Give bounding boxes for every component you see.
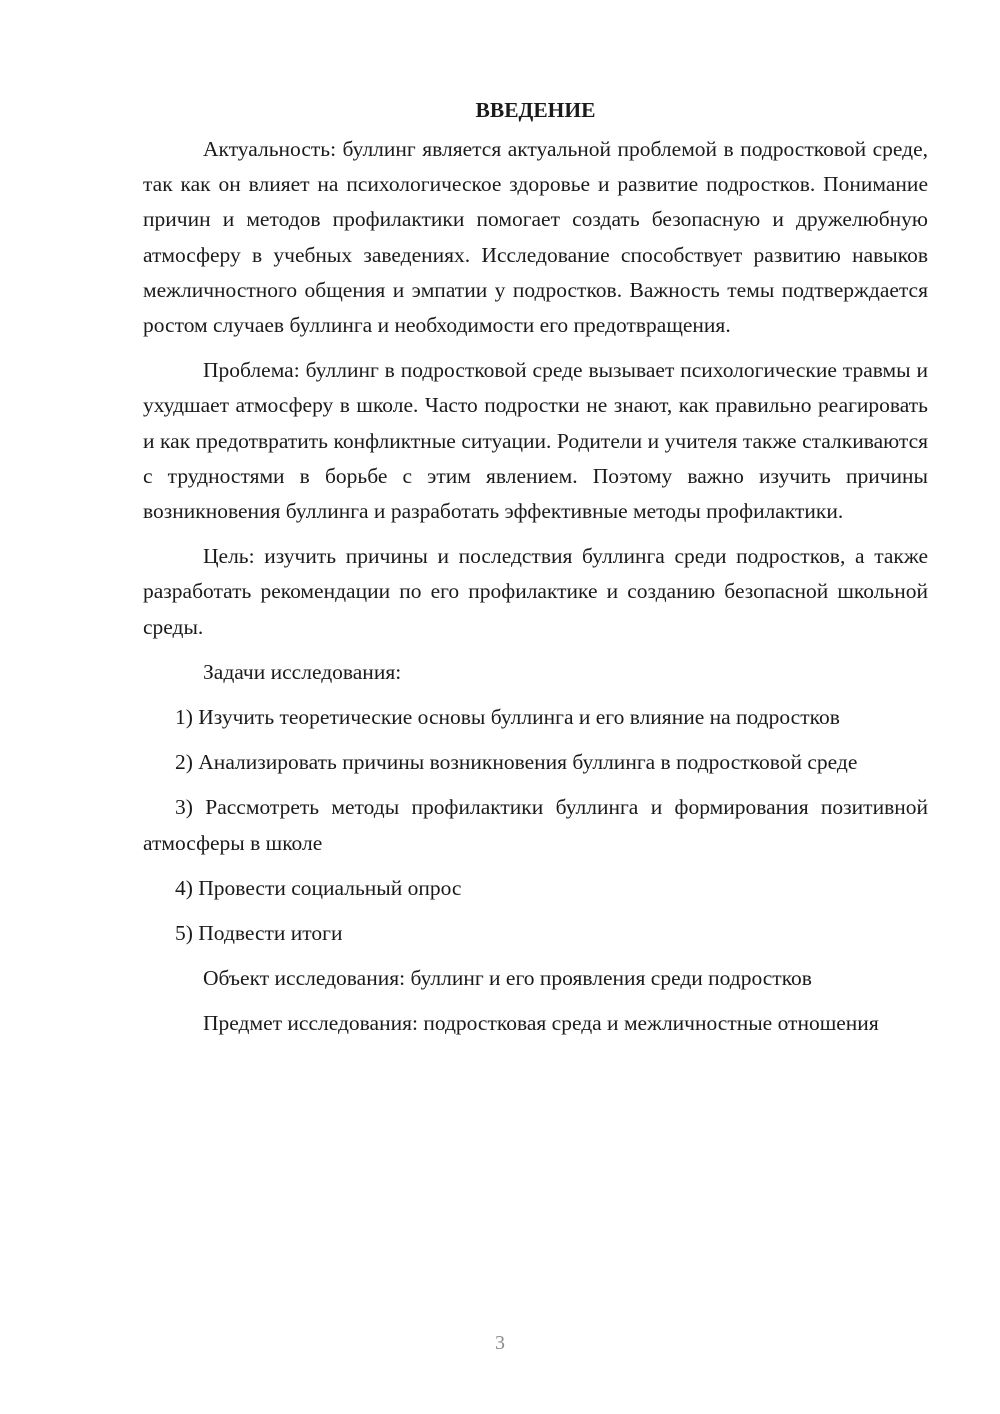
section-title: ВВЕДЕНИЕ [475, 98, 596, 122]
object-paragraph: Объект исследования: буллинг и его проявления среди подростков [203, 966, 812, 991]
tasks-heading: Задачи исследования: [203, 659, 402, 684]
relevance-paragraph: Актуальность: буллинг является актуальной проблемой в подростковой среде, так как он влияет на психологическое здоровье и развитие подростков. Понимание причин и методов профилактики помогает создать безопасную и дружелюбную атмосферу в учебных заведениях. Исследование способствует развитию навыков межличностного общения и эмпатии у подростков. Важность темы подтверждается ростом случаев буллинга и необходимости его предотвращения. [143, 137, 928, 338]
subject-paragraph: Предмет исследования: подростковая среда и межличностные отношения [203, 1011, 879, 1036]
task-item-5: 5) Подвести итоги [175, 921, 343, 946]
task-item-2: 2) Анализировать причины возникновения буллинга в подростковой среде [175, 750, 858, 775]
page-number: 3 [495, 1332, 505, 1354]
document-page [143, 92, 928, 1052]
task-item-3: 3) Рассмотреть методы профилактики буллинга и формирования позитивной атмосферы в школе [143, 795, 928, 855]
problem-paragraph: Проблема: буллинг в подростковой среде вызывает психологические травмы и ухудшает атмосферу в школе. Часто подростки не знают, как правильно реагировать и как предотвратить конфликтные ситуации. Родители и учителя также сталкиваются с трудностями в борьбе с этим явлением. Поэтому важно изучить причины возникновения буллинга и разработать эффективные методы профилактики. [143, 358, 928, 524]
goal-paragraph: Цель: изучить причины и последствия буллинга среди подростков, а также разработать рекомендации по его профилактике и созданию безопасной школьной среды. [143, 544, 928, 639]
task-item-4: 4) Провести социальный опрос [175, 875, 462, 900]
task-item-1: 1) Изучить теоретические основы буллинга и его влияние на подростков [175, 705, 840, 730]
